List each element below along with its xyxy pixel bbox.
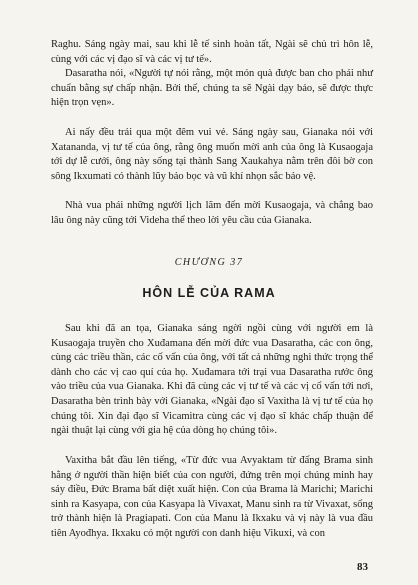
chapter-label: CHƯƠNG 37 [174,257,244,268]
chapter-title: HÔN LỄ CỦA RAMA [142,286,276,300]
paragraph: Vaxitha bắt đầu lên tiếng, «Từ đức vua Avyaktam từ đấng Brama sinh hằng ở người thần hiện biết của con người, đứng trên mọi chúng minh hay sáy điều, Đức Brama bất diệt xuất hiện. Con của Brama là Marichi; Marichi sinh ra Kasyapa, con của Kasyapa là Vivaxat, Manu sinh ra từ Vivaxat, sống trở thành hiện là Pragiapati. Con của Manu là Ikxaku và vị này là vua đầu tiên Ayođhya. Ikxaku có một người con danh hiệu Vikuxi, và con [51,455,373,539]
paragraph: Ai nấy đều trải qua một đêm vui vẻ. Sáng ngày sau, Gianaka nói với Xatananda, vị tư tế của ông, rằng ông muốn mời anh của ông là Kusaogaja tới dự lễ cưới, ông này sống tại thành Sang Xaukahya nằm trên đôi bờ con sông Ikxumati có thành lũy bảo bọc và vũ khí nhọn sắc bảo vệ. [51,127,373,182]
paragraph: Nhà vua phái những người lịch lãm đến mời Kusaogaja, và chẳng bao lâu ông này cũng tới Videha thể theo lời yêu cầu của Gianaka. [51,200,373,226]
page-number: 83 [357,561,368,573]
paragraph: Raghu. Sáng ngày mai, sau khi lễ tế sinh hoàn tất, Ngài sẽ chủ trì hôn lễ, cùng với các vị đạo sĩ và các vị tư tế». [51,39,373,65]
paragraph: Sau khi đã an tọa, Gianaka sáng ngời ngồi cùng với người em là Kusaogaja truyền cho Xuđamana đến mời đức vua Dasaratha, các con ông, cùng các triều thần, các cố vấn của ông, với tất cả những nghi thức trọng thể dành cho các vị cao quí của họ. Xuđamara tới trại vua Dasaratha rước ông vào triều của vua Gianaka. Khi đã cùng các vị tư tế và các vị cố vấn tới nơi, Dasaratha bèn trình bày với Gianaka, «Ngài đạo sĩ Vaxitha là vị tư tế của họ chúng tôi. Xin đại đạo sĩ Vicamitra cùng các vị đạo sĩ khác chấp thuận để ngài thuật lại cùng với gia hệ của dòng họ chúng tôi». [51,323,373,437]
paragraph: Dasaratha nói, «Người tự nói rằng, một món quà được ban cho phải như chuẩn bằng sự chấp nhận. Bởi thế, chúng ta sẽ Ngài dạy bảo, sẽ được thực hiện trọn vẹn». [51,68,373,109]
